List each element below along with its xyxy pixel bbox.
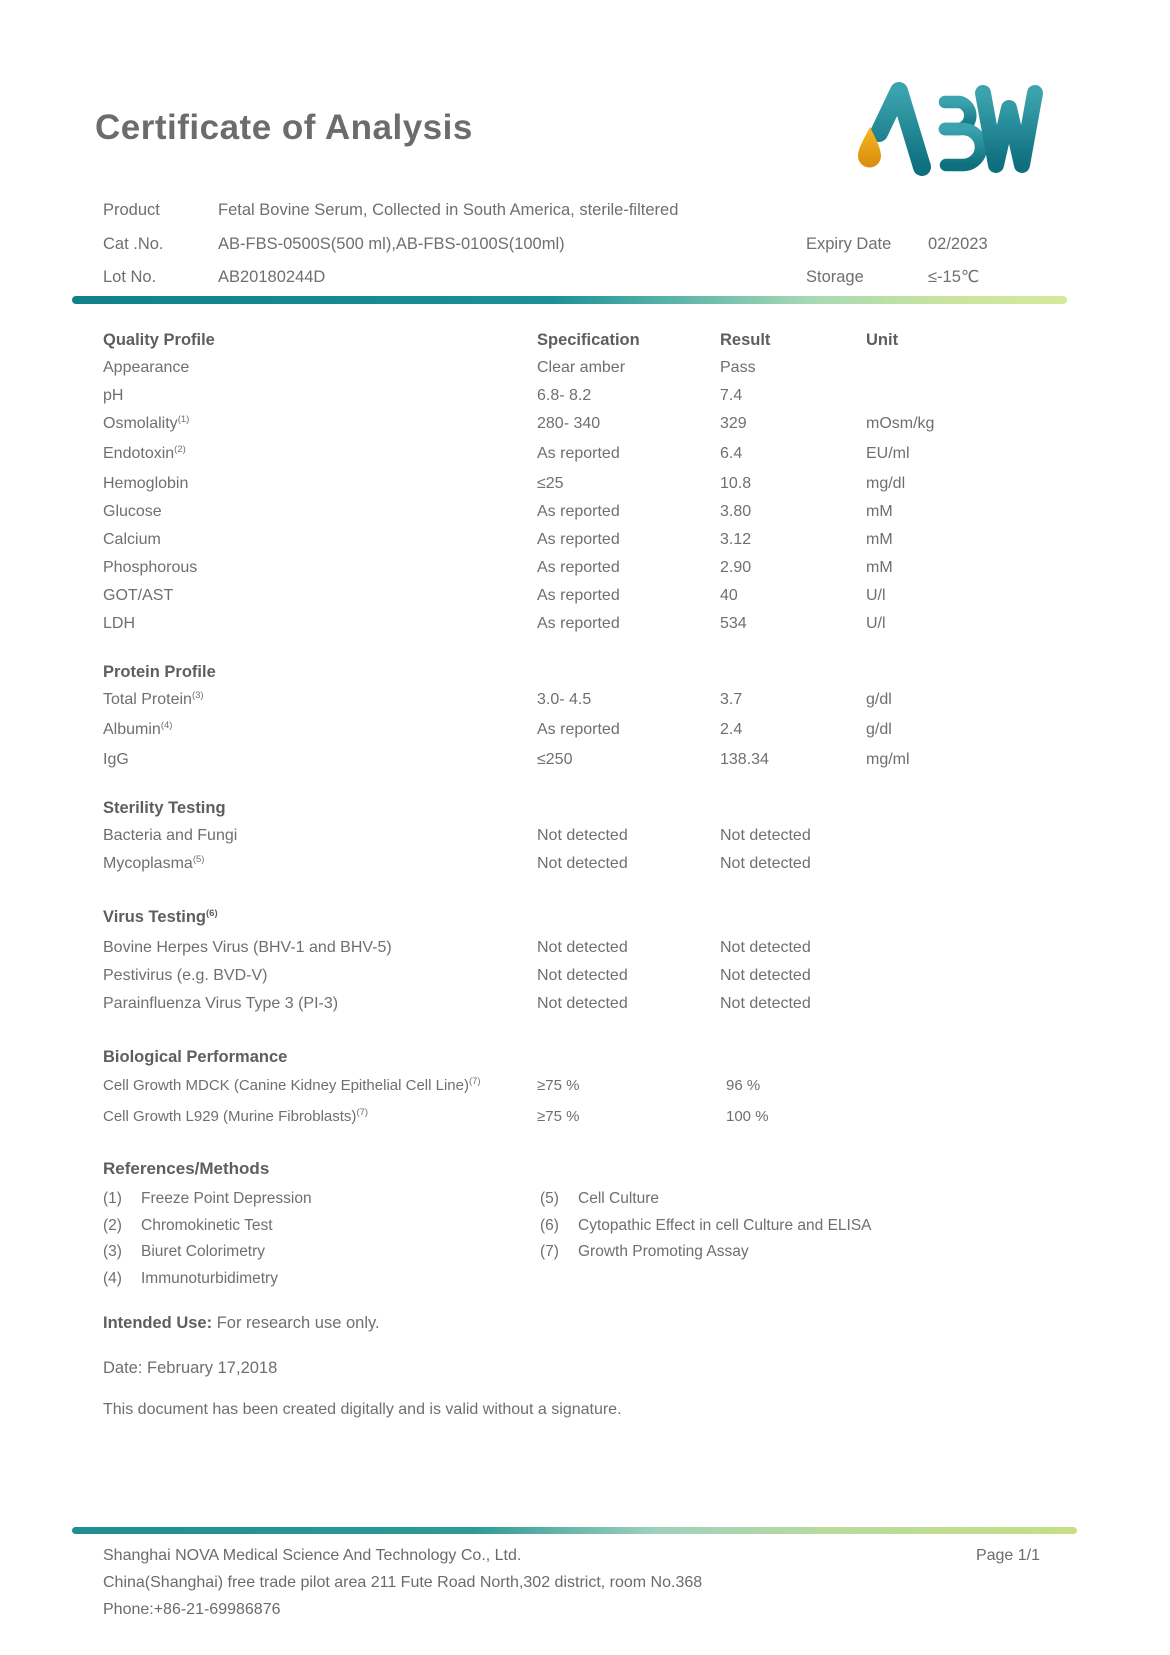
section-header-row bbox=[103, 326, 1070, 354]
row-result: Not detected bbox=[720, 855, 811, 872]
row-unit: U/l bbox=[866, 587, 886, 604]
row-label bbox=[103, 990, 537, 1018]
intended-use-label: Intended Use: bbox=[103, 1314, 213, 1332]
reference-number: (2) bbox=[103, 1216, 122, 1234]
reference-number: (7) bbox=[540, 1243, 559, 1260]
row-specification: Not detected bbox=[537, 855, 628, 872]
section-header-row bbox=[103, 903, 1070, 934]
table-row bbox=[103, 382, 1070, 410]
row-specification: Not detected bbox=[537, 967, 628, 984]
row-label bbox=[103, 962, 537, 990]
section-title bbox=[103, 326, 537, 354]
section-title-text: Quality Profile bbox=[103, 331, 215, 349]
row-label bbox=[103, 1102, 537, 1133]
intended-use-line bbox=[103, 1310, 1070, 1337]
row-unit: g/dl bbox=[866, 691, 892, 708]
row-unit bbox=[866, 962, 1070, 990]
table-row bbox=[103, 440, 1070, 470]
reference-number: (4) bbox=[103, 1269, 122, 1287]
row-specification: Not detected bbox=[537, 827, 628, 844]
page-title: Certificate of Analysis bbox=[95, 108, 473, 147]
table-row bbox=[103, 990, 1070, 1018]
references-section bbox=[103, 1155, 1070, 1292]
row-unit bbox=[866, 382, 1070, 410]
expiry-date-label: Expiry Date bbox=[806, 234, 892, 253]
section-title-text: Sterility Testing bbox=[103, 799, 226, 817]
section-protein-profile bbox=[103, 658, 1070, 774]
section-title bbox=[103, 903, 537, 934]
section-header-row bbox=[103, 794, 1070, 822]
row-label-text: Bovine Herpes Virus (BHV-1 and BHV-5) bbox=[103, 939, 392, 956]
table-row bbox=[103, 582, 1070, 610]
reference-item bbox=[103, 1239, 540, 1266]
table-row bbox=[103, 962, 1070, 990]
section-title-text: Biological Performance bbox=[103, 1048, 288, 1066]
row-label-text: Endotoxin bbox=[103, 445, 175, 462]
row-label bbox=[103, 410, 537, 440]
row-unit: g/dl bbox=[866, 721, 892, 738]
sections bbox=[103, 326, 1070, 1133]
row-label-text: Cell Growth L929 (Murine Fibroblasts) bbox=[103, 1108, 357, 1125]
row-specification: Not detected bbox=[537, 995, 628, 1012]
table-row bbox=[103, 1071, 1070, 1102]
row-specification: As reported bbox=[537, 721, 620, 738]
row-result: Not detected bbox=[720, 967, 811, 984]
row-unit bbox=[866, 990, 1070, 1018]
table-row bbox=[103, 850, 1070, 880]
row-specification: 6.8- 8.2 bbox=[537, 387, 592, 404]
reference-number: (3) bbox=[103, 1243, 122, 1260]
row-unit bbox=[866, 354, 1070, 382]
row-unit: mM bbox=[866, 503, 893, 520]
reference-label: Freeze Point Depression bbox=[141, 1190, 312, 1207]
footer-divider-rule bbox=[72, 1527, 1077, 1534]
content-area bbox=[103, 326, 1070, 1423]
footer-phone: Phone:+86-21-69986876 bbox=[103, 1601, 281, 1618]
table-row bbox=[103, 686, 1070, 716]
row-label bbox=[103, 850, 537, 880]
row-unit: mM bbox=[866, 559, 893, 576]
superscript-ref: (5) bbox=[192, 854, 205, 865]
superscript-ref: (7) bbox=[468, 1076, 481, 1087]
row-specification: As reported bbox=[537, 445, 620, 462]
row-label-text: Phosphorous bbox=[103, 559, 198, 576]
row-label bbox=[103, 354, 537, 382]
table-row bbox=[103, 470, 1070, 498]
row-result: 534 bbox=[720, 615, 747, 632]
row-label bbox=[103, 498, 537, 526]
reference-label: Cytopathic Effect in cell Culture and ELISA bbox=[578, 1216, 872, 1234]
row-label-text: LDH bbox=[103, 615, 136, 632]
reference-label: Immunoturbidimetry bbox=[141, 1269, 278, 1287]
reference-number: (1) bbox=[103, 1190, 122, 1207]
cat-no-label: Cat .No. bbox=[103, 234, 164, 253]
reference-label: Growth Promoting Assay bbox=[578, 1243, 749, 1260]
row-label bbox=[103, 470, 537, 498]
row-label bbox=[103, 582, 537, 610]
row-specification: As reported bbox=[537, 503, 620, 520]
row-specification: As reported bbox=[537, 559, 620, 576]
table-row bbox=[103, 716, 1070, 746]
section-virus-testing bbox=[103, 903, 1070, 1018]
superscript-ref: (1) bbox=[177, 414, 190, 425]
row-label bbox=[103, 526, 537, 554]
references-title: References/Methods bbox=[103, 1159, 270, 1178]
row-specification: ≤25 bbox=[537, 475, 564, 492]
section-quality-profile bbox=[103, 326, 1070, 638]
row-result: 2.90 bbox=[720, 559, 752, 576]
row-label-text: Calcium bbox=[103, 531, 161, 548]
cat-no-value: AB-FBS-0500S(500 ml),AB-FBS-0100S(100ml) bbox=[218, 234, 565, 253]
row-label-text: pH bbox=[103, 387, 124, 404]
row-result: 10.8 bbox=[720, 475, 752, 492]
logo-letter-w bbox=[983, 93, 1035, 165]
row-result: Not detected bbox=[720, 995, 811, 1012]
row-result: 7.4 bbox=[720, 387, 743, 404]
row-unit: mg/dl bbox=[866, 475, 906, 492]
section-title bbox=[103, 658, 537, 686]
row-unit bbox=[866, 934, 1070, 962]
intended-use-text: For research use only. bbox=[212, 1314, 380, 1332]
table-row bbox=[103, 610, 1070, 638]
reference-label: Cell Culture bbox=[578, 1190, 659, 1207]
table-row bbox=[103, 410, 1070, 440]
column-header-unit: Unit bbox=[866, 331, 899, 349]
lot-no-label: Lot No. bbox=[103, 268, 157, 286]
product-label: Product bbox=[103, 201, 160, 219]
table-row bbox=[103, 526, 1070, 554]
row-label-text: Glucose bbox=[103, 503, 162, 520]
section-title bbox=[103, 794, 537, 822]
row-result: 96 % bbox=[726, 1077, 761, 1094]
superscript-ref: (2) bbox=[174, 444, 186, 455]
row-label-text: Mycoplasma bbox=[103, 855, 193, 872]
reference-label: Chromokinetic Test bbox=[141, 1216, 273, 1234]
row-label-text: Bacteria and Fungi bbox=[103, 827, 238, 844]
header-divider-rule bbox=[72, 296, 1067, 304]
references-right bbox=[540, 1186, 1070, 1292]
row-label-text: Pestivirus (e.g. BVD-V) bbox=[103, 967, 268, 984]
reference-number: (5) bbox=[540, 1190, 559, 1207]
row-label bbox=[103, 382, 537, 410]
superscript-ref: (4) bbox=[160, 720, 173, 731]
row-specification: As reported bbox=[537, 531, 620, 548]
row-result: 100 % bbox=[726, 1108, 769, 1125]
row-label bbox=[103, 686, 537, 716]
row-unit: EU/ml bbox=[866, 445, 910, 462]
row-label bbox=[103, 440, 537, 470]
references-columns bbox=[103, 1186, 1070, 1292]
table-row bbox=[103, 746, 1070, 774]
date-line: Date: February 17,2018 bbox=[103, 1359, 278, 1377]
row-label-text: GOT/AST bbox=[103, 587, 174, 604]
cat-no-row bbox=[103, 228, 1070, 262]
row-specification: As reported bbox=[537, 615, 620, 632]
reference-item bbox=[103, 1213, 540, 1240]
row-result: Pass bbox=[720, 359, 756, 376]
section-biological-performance bbox=[103, 1043, 1070, 1133]
row-label-text: Cell Growth MDCK (Canine Kidney Epithelial Cell Line) bbox=[103, 1077, 469, 1094]
row-unit: U/l bbox=[866, 615, 886, 632]
footer bbox=[103, 1542, 1070, 1623]
row-result: 329 bbox=[720, 415, 747, 432]
reference-item bbox=[540, 1213, 1070, 1240]
row-label-text: Osmolality bbox=[103, 415, 178, 432]
row-result: Not detected bbox=[720, 827, 811, 844]
row-unit: mg/ml bbox=[866, 751, 910, 768]
row-specification: ≥75 % bbox=[537, 1108, 580, 1125]
section-header-row bbox=[103, 658, 1070, 686]
table-row bbox=[103, 554, 1070, 582]
section-title-text: Protein Profile bbox=[103, 663, 216, 681]
expiry-date-value: 02/2023 bbox=[928, 234, 988, 253]
reference-item bbox=[540, 1239, 1070, 1266]
row-result: 3.7 bbox=[720, 691, 743, 708]
row-result: 138.34 bbox=[720, 751, 769, 768]
row-label-text: IgG bbox=[103, 751, 129, 768]
logo-letter-b bbox=[944, 96, 981, 165]
row-result: 40 bbox=[720, 587, 738, 604]
row-result: Not detected bbox=[720, 939, 811, 956]
reference-item bbox=[103, 1266, 540, 1293]
row-unit bbox=[866, 1102, 1070, 1133]
row-label bbox=[103, 822, 537, 850]
table-row bbox=[103, 1102, 1070, 1133]
page-number: Page 1/1 bbox=[975, 1547, 1040, 1564]
row-unit bbox=[866, 1071, 1070, 1102]
row-specification: Not detected bbox=[537, 939, 628, 956]
column-header-specification: Specification bbox=[537, 331, 640, 349]
logo-letter-a bbox=[879, 91, 922, 167]
row-label bbox=[103, 610, 537, 638]
superscript-ref: (3) bbox=[191, 690, 204, 701]
table-row bbox=[103, 822, 1070, 850]
row-unit bbox=[866, 822, 1070, 850]
row-label bbox=[103, 934, 537, 962]
section-title-text: Virus Testing bbox=[103, 908, 206, 926]
abw-logo bbox=[848, 78, 1053, 178]
lot-no-row bbox=[103, 261, 1070, 295]
section-header-row bbox=[103, 1043, 1070, 1071]
storage-value: ≤-15℃ bbox=[928, 268, 980, 286]
superscript-ref: (7) bbox=[356, 1107, 369, 1118]
section-sterility-testing bbox=[103, 794, 1070, 880]
section-title bbox=[103, 1043, 537, 1071]
row-label-text: Albumin bbox=[103, 721, 161, 738]
footer-company: Shanghai NOVA Medical Science And Technology Co., Ltd. bbox=[103, 1547, 522, 1564]
superscript-ref: (6) bbox=[206, 908, 218, 919]
row-label bbox=[103, 1071, 537, 1102]
row-label-text: Appearance bbox=[103, 359, 190, 376]
row-result: 3.80 bbox=[720, 503, 752, 520]
reference-number: (6) bbox=[540, 1216, 559, 1234]
row-unit: mM bbox=[866, 531, 893, 548]
row-label-text: Parainfluenza Virus Type 3 (PI-3) bbox=[103, 995, 339, 1012]
footer-address: China(Shanghai) free trade pilot area 211 Fute Road North,302 district, room No.368 bbox=[103, 1574, 703, 1591]
row-result: 3.12 bbox=[720, 531, 752, 548]
row-specification: As reported bbox=[537, 587, 620, 604]
table-row bbox=[103, 498, 1070, 526]
row-specification: 280- 340 bbox=[537, 415, 601, 432]
row-specification: ≤250 bbox=[537, 751, 573, 768]
references-left bbox=[103, 1186, 540, 1292]
validity-line: This document has been created digitally and is valid without a signature. bbox=[103, 1401, 622, 1418]
product-value: Fetal Bovine Serum, Collected in South America, sterile-filtered bbox=[218, 201, 679, 219]
reference-item bbox=[103, 1186, 540, 1213]
reference-label: Biuret Colorimetry bbox=[141, 1243, 266, 1260]
storage-label: Storage bbox=[806, 268, 864, 286]
row-specification: 3.0- 4.5 bbox=[537, 691, 592, 708]
row-label bbox=[103, 554, 537, 582]
row-label bbox=[103, 716, 537, 746]
product-row bbox=[103, 194, 1070, 228]
table-row bbox=[103, 934, 1070, 962]
row-specification: Clear amber bbox=[537, 359, 626, 376]
row-result: 2.4 bbox=[720, 721, 743, 738]
row-unit bbox=[866, 850, 1070, 880]
lot-no-value: AB20180244D bbox=[218, 268, 326, 286]
reference-item bbox=[540, 1186, 1070, 1213]
row-label bbox=[103, 746, 537, 774]
row-result: 6.4 bbox=[720, 445, 743, 462]
column-header-result: Result bbox=[720, 331, 771, 349]
row-label-text: Total Protein bbox=[103, 691, 192, 708]
row-label-text: Hemoglobin bbox=[103, 475, 189, 492]
product-info-block bbox=[103, 194, 1070, 295]
row-unit: mOsm/kg bbox=[866, 415, 935, 432]
row-specification: ≥75 % bbox=[537, 1077, 580, 1094]
table-row bbox=[103, 354, 1070, 382]
